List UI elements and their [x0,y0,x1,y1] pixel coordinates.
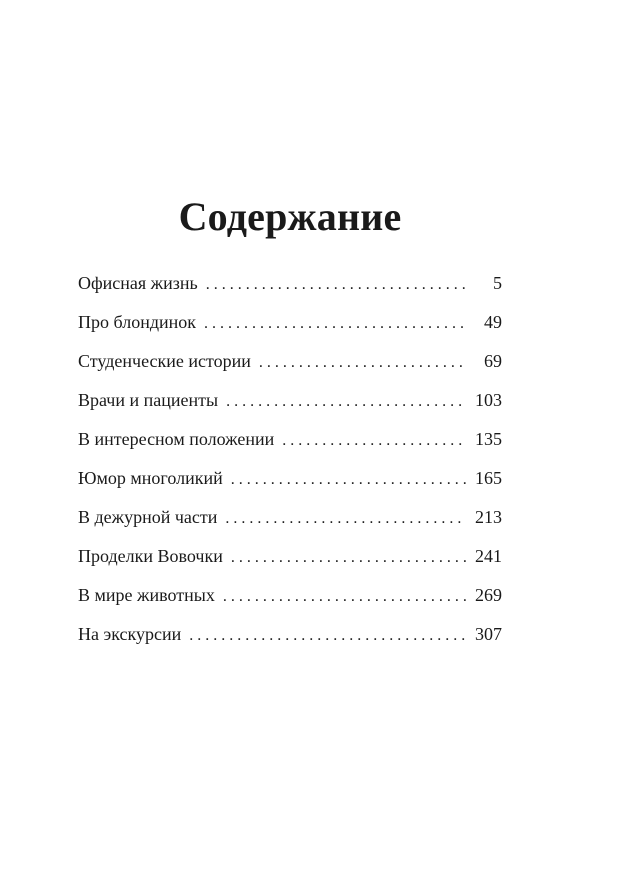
dot-leader [226,389,466,415]
toc-entry-9[interactable] [78,582,502,621]
dot-leader [206,272,466,298]
toc-entry-page: 307 [475,624,502,644]
toc-entry-10[interactable] [78,621,502,660]
toc-entry-title: В интересном положении [78,429,275,449]
toc-entry-title: Проделки Вовочки [78,546,223,566]
toc-entry-page: 165 [475,468,502,488]
toc-entry-title: В дежурной части [78,507,218,527]
toc-entry-title: Про блондинок [78,312,196,332]
toc-entry-3[interactable] [78,348,502,387]
dot-leader [204,311,466,337]
dot-leader [231,467,466,493]
dot-leader [225,506,466,532]
toc-entry-title: На экскурсии [78,624,182,644]
toc-entry-6[interactable] [78,465,502,504]
dot-leader [223,584,466,610]
toc-entry-page: 135 [475,429,502,449]
toc-entry-8[interactable] [78,543,502,582]
dot-leader [259,350,466,376]
toc-entry-4[interactable] [78,387,502,426]
dot-leader [282,428,466,454]
page-title: Содержание [178,193,402,239]
toc-entry-5[interactable] [78,426,502,465]
toc-entry-page: 5 [493,273,502,293]
toc-entry-page: 69 [484,351,502,371]
toc-entry-1[interactable] [78,270,502,309]
toc-entry-title: В мире животных [78,585,215,605]
toc-entry-page: 103 [475,390,502,410]
toc-entry-7[interactable] [78,504,502,543]
toc-entry-page: 49 [484,312,502,332]
toc-entry-title: Офисная жизнь [78,273,198,293]
toc-entry-title: Врачи и пациенты [78,390,219,410]
toc-entry-title: Студенческие истории [78,351,251,371]
toc-entry-2[interactable] [78,309,502,348]
dot-leader [189,623,466,649]
toc-entry-page: 213 [475,507,502,527]
table-of-contents [78,270,502,660]
dot-leader [231,545,466,571]
toc-entry-page: 241 [475,546,502,566]
toc-entry-title: Юмор многоликий [78,468,223,488]
toc-entry-page: 269 [475,585,502,605]
